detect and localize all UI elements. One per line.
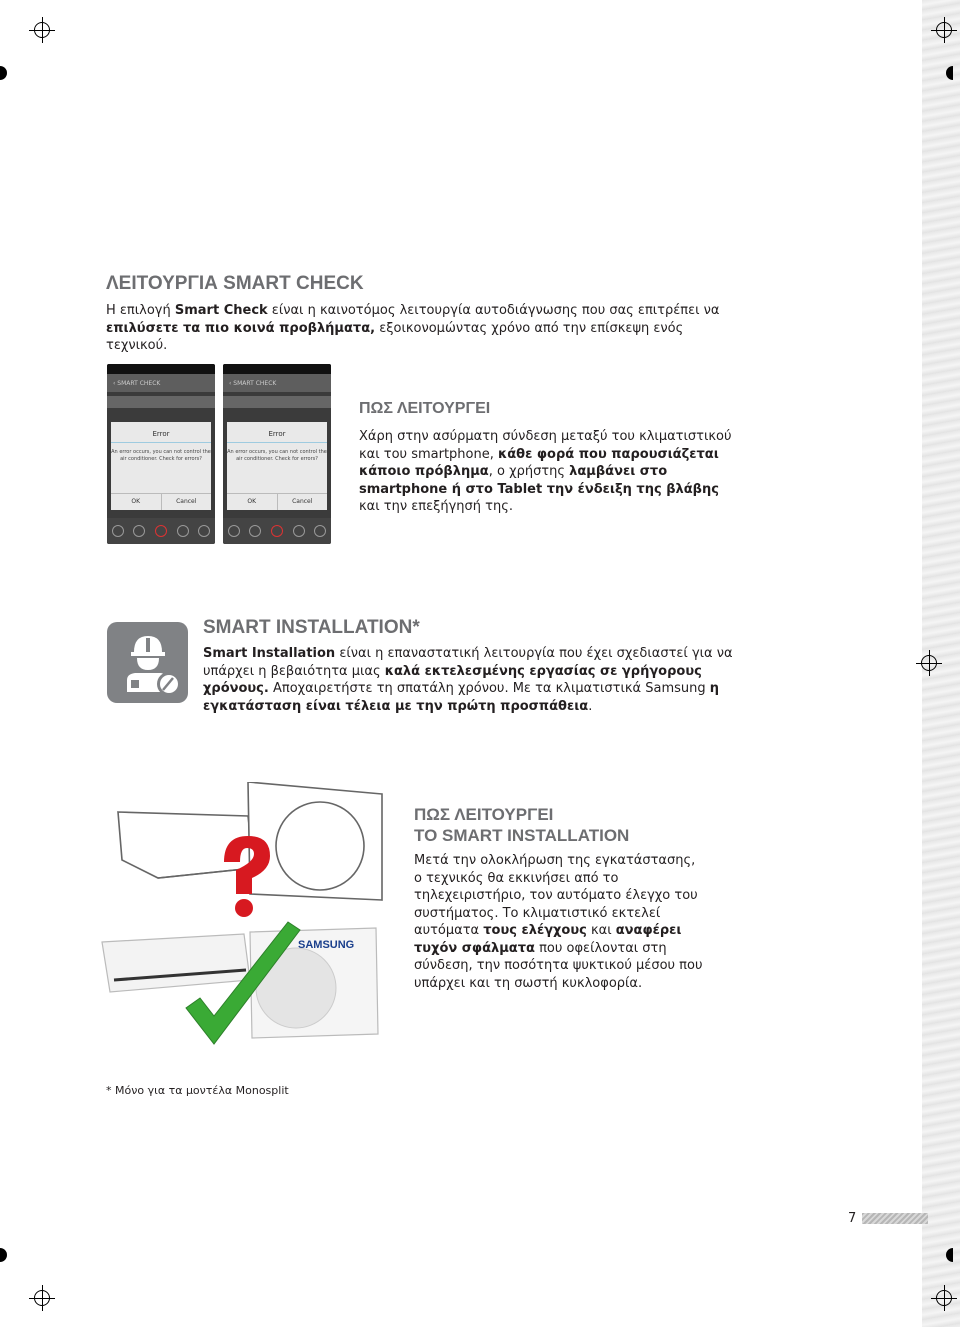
registration-mark-icon <box>34 22 50 38</box>
how-it-works-title: ΠΩΣ ΛΕΙΤΟΥΡΓΕΙ <box>359 400 491 417</box>
how-installation-text: Μετά την ολοκλήρωση της εγκατάστασης, ο τεχνικός θα εκκινήσει από το τηλεχειριστήριο, τον αυτόματο έλεγχο του συστήματος. Το κλιματιστικό εκτελεί αυτόματα τους ελέγχους και αναφέρει τυχόν σφάλματα που οφείλονται στη σύνδεση, την ποσότητα ψυκτικού μέσου που υπάρχει και τη σωστή κυκλοφορία. <box>414 853 703 991</box>
tablet-screenshot: ‹ SMART CHECK Error An error occurs, you can not control the air conditioner. Check for errors? OK Cancel <box>223 364 331 544</box>
error-dialog <box>111 422 211 510</box>
registration-mark-icon <box>936 22 952 38</box>
ok-button[interactable]: OK <box>247 498 257 505</box>
registration-half-dot-icon <box>0 1248 7 1262</box>
installer-icon <box>107 622 188 703</box>
smart-installation-title: SMART INSTALLATION* <box>203 617 420 638</box>
ac-installation-illustration <box>100 782 390 1050</box>
registration-half-dot-icon <box>946 66 953 80</box>
cancel-button[interactable]: Cancel <box>161 494 212 510</box>
smart-check-title: ΛΕΙΤΟΥΡΓΙΑ SMART CHECK <box>106 273 364 294</box>
dialog-message: An error occurs, you can not control the air conditioner. Check for errors? <box>111 449 211 462</box>
how-it-works-text: Χάρη στην ασύρματη σύνδεση μεταξύ του κλιματιστικού και του smartphone, κάθε φορά που παρουσιάζεται κάποιο πρόβλημα, ο χρήστης λαμβάνει στο smartphone ή στο Tablet την ένδειξη της βλάβης και την επεξήγησή της. <box>359 429 732 514</box>
page-number-bar <box>862 1213 928 1224</box>
dialog-title: Error <box>268 430 286 438</box>
registration-half-dot-icon <box>946 1248 953 1262</box>
dialog-title: Error <box>152 430 170 438</box>
smart-check-text: Η επιλογή Smart Check είναι η καινοτόμος λειτουργία αυτοδιάγνωσης που σας επιτρέπει να επιλύσετε τα πιο κοινά προβλήματα, εξοικονομώντας χρόνο από την επίσκεψη ενός τεχνικού. <box>106 303 720 353</box>
page-number: 7 <box>848 1211 857 1226</box>
ok-button[interactable]: OK <box>131 498 141 505</box>
registration-half-dot-icon <box>0 66 7 80</box>
brand-label: SAMSUNG <box>298 939 355 951</box>
phone-screenshot: ‹ SMART CHECK Error An error occurs, you can not control the air conditioner. Check for errors? OK Cancel <box>107 364 215 544</box>
error-dialog <box>227 422 327 510</box>
cancel-button[interactable]: Cancel <box>277 494 328 510</box>
registration-mark-icon <box>34 1290 50 1306</box>
registration-mark-icon <box>921 655 937 671</box>
how-installation-title-line2: ΤΟ SMART INSTALLATION <box>414 826 630 845</box>
registration-mark-icon <box>936 1290 952 1306</box>
how-installation-title <box>414 804 629 846</box>
how-installation-title-line1: ΠΩΣ ΛΕΙΤΟΥΡΓΕΙ <box>414 805 554 824</box>
smart-installation-text: Smart Installation είναι η επαναστατική λειτουργία που έχει σχεδιαστεί για να υπάρχει η βεβαιότητα μιας καλά εκτελεσμένης εργασίας σε γρήγορους χρόνους. Αποχαιρετήστε τη σπατάλη χρόνου. Με τα κλιματιστικά Samsung η εγκατάσταση είναι τέλεια με την πρώτη προσπάθεια. <box>203 646 733 714</box>
footnote: * Μόνο για τα μοντέλα Monosplit <box>106 1084 289 1097</box>
dialog-message: An error occurs, you can not control the air conditioner. Check for errors? <box>227 449 327 462</box>
